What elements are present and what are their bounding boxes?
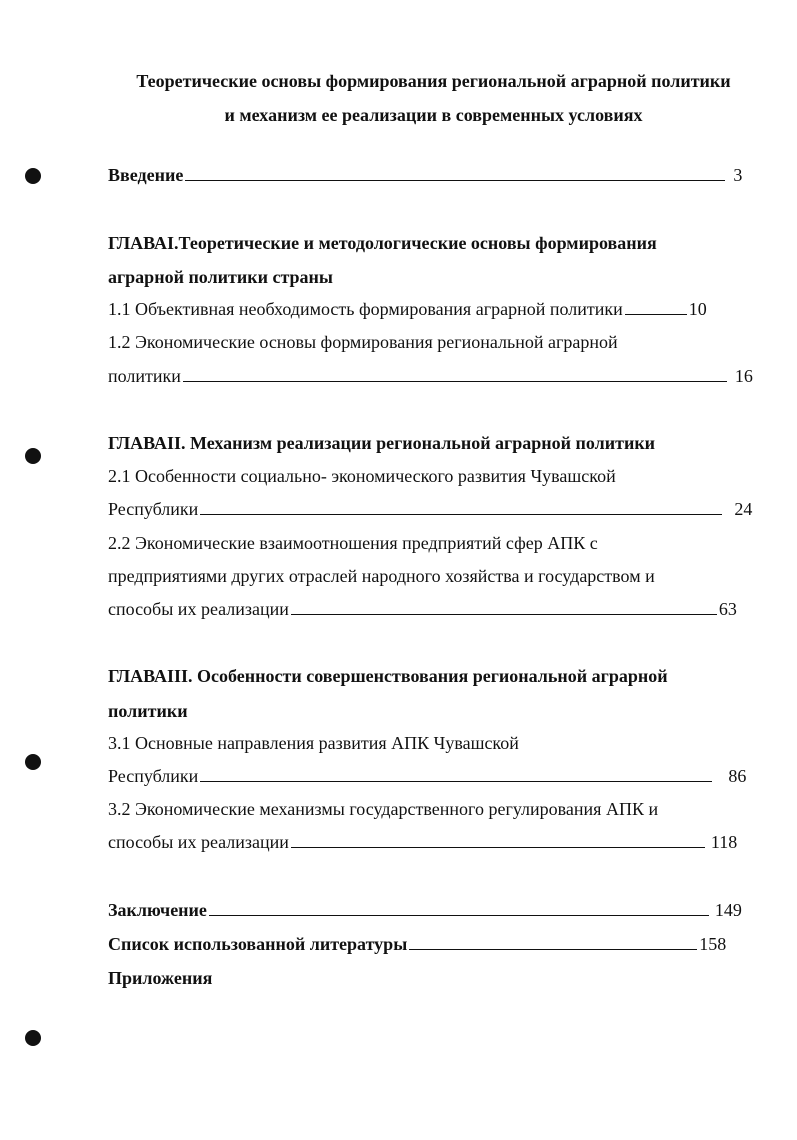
punch-hole — [25, 754, 41, 770]
toc-label: Список использованной литературы — [108, 934, 408, 954]
dot-leader — [291, 827, 705, 848]
toc-page: 24 — [734, 499, 753, 519]
toc-label: Введение — [108, 165, 184, 185]
toc-entry-2-2-line: предприятиями других отраслей народного хозяйства и государством и — [108, 566, 655, 586]
dot-leader — [409, 929, 697, 950]
dot-leader — [291, 594, 717, 615]
toc-entry-3-2-line: 3.2 Экономические механизмы государственного регулирования АПК и — [108, 799, 659, 819]
toc-entry-1-1 — [108, 294, 707, 324]
toc-label: 1.1 Объективная необходимость формирования аграрной политики — [108, 299, 623, 319]
chapter-3-heading: ГЛАВАIII. Особенности совершенствования региональной аграрной — [108, 666, 668, 686]
toc-entry-conclusion — [108, 895, 742, 925]
toc-entry-2-1 — [108, 494, 752, 524]
toc-page: 86 — [728, 766, 747, 786]
chapter-1-heading: ГЛАВАI.Теоретические и методологические основы формирования — [108, 233, 657, 253]
punch-hole — [25, 1030, 41, 1046]
toc-entry-references — [108, 929, 726, 959]
title-line-2: и механизм ее реализации в современных условиях — [224, 105, 643, 125]
toc-entry-2-1-line: 2.1 Особенности социально- экономического развития Чувашской — [108, 466, 616, 486]
chapter-3-heading-cont: политики — [108, 701, 188, 721]
dot-leader — [185, 160, 725, 181]
toc-page: 10 — [688, 299, 707, 319]
toc-label: Заключение — [108, 900, 207, 920]
title-line-1: Теоретические основы формирования региональной аграрной политики — [136, 71, 731, 91]
toc-page: 118 — [710, 832, 738, 852]
toc-page: 149 — [714, 900, 742, 920]
toc-label: способы их реализации — [108, 832, 289, 852]
dot-leader — [200, 494, 722, 515]
toc-entry-3-1 — [108, 761, 746, 791]
toc-entry-1-2 — [108, 361, 753, 391]
punch-hole — [25, 448, 41, 464]
punch-hole — [25, 168, 41, 184]
toc-entry-intro — [108, 160, 742, 190]
toc-page: 16 — [734, 366, 753, 386]
toc-entry-3-1-line: 3.1 Основные направления развития АПК Чувашской — [108, 733, 519, 753]
toc-label: Республики — [108, 499, 199, 519]
toc-label: политики — [108, 366, 181, 386]
dot-leader — [209, 895, 709, 916]
toc-entry-3-2 — [108, 827, 737, 857]
toc-page: 63 — [718, 599, 737, 619]
dot-leader — [200, 761, 712, 782]
toc-entry-2-2-line: 2.2 Экономические взаимоотношения предприятий сфер АПК с — [108, 533, 598, 553]
dot-leader — [625, 294, 687, 315]
chapter-2-heading: ГЛАВАII. Механизм реализации региональной аграрной политики — [108, 433, 656, 453]
toc-entry-appendix: Приложения — [108, 968, 213, 988]
page-title — [0, 64, 797, 132]
dot-leader — [183, 361, 727, 382]
toc-entry-2-2 — [108, 594, 737, 624]
toc-entry-1-2-line: 1.2 Экономические основы формирования региональной аграрной — [108, 332, 618, 352]
chapter-1-heading-cont: аграрной политики страны — [108, 267, 333, 287]
toc-label: Республики — [108, 766, 199, 786]
toc-page: 158 — [699, 934, 727, 954]
toc-label: способы их реализации — [108, 599, 289, 619]
toc-page: 3 — [733, 165, 743, 185]
